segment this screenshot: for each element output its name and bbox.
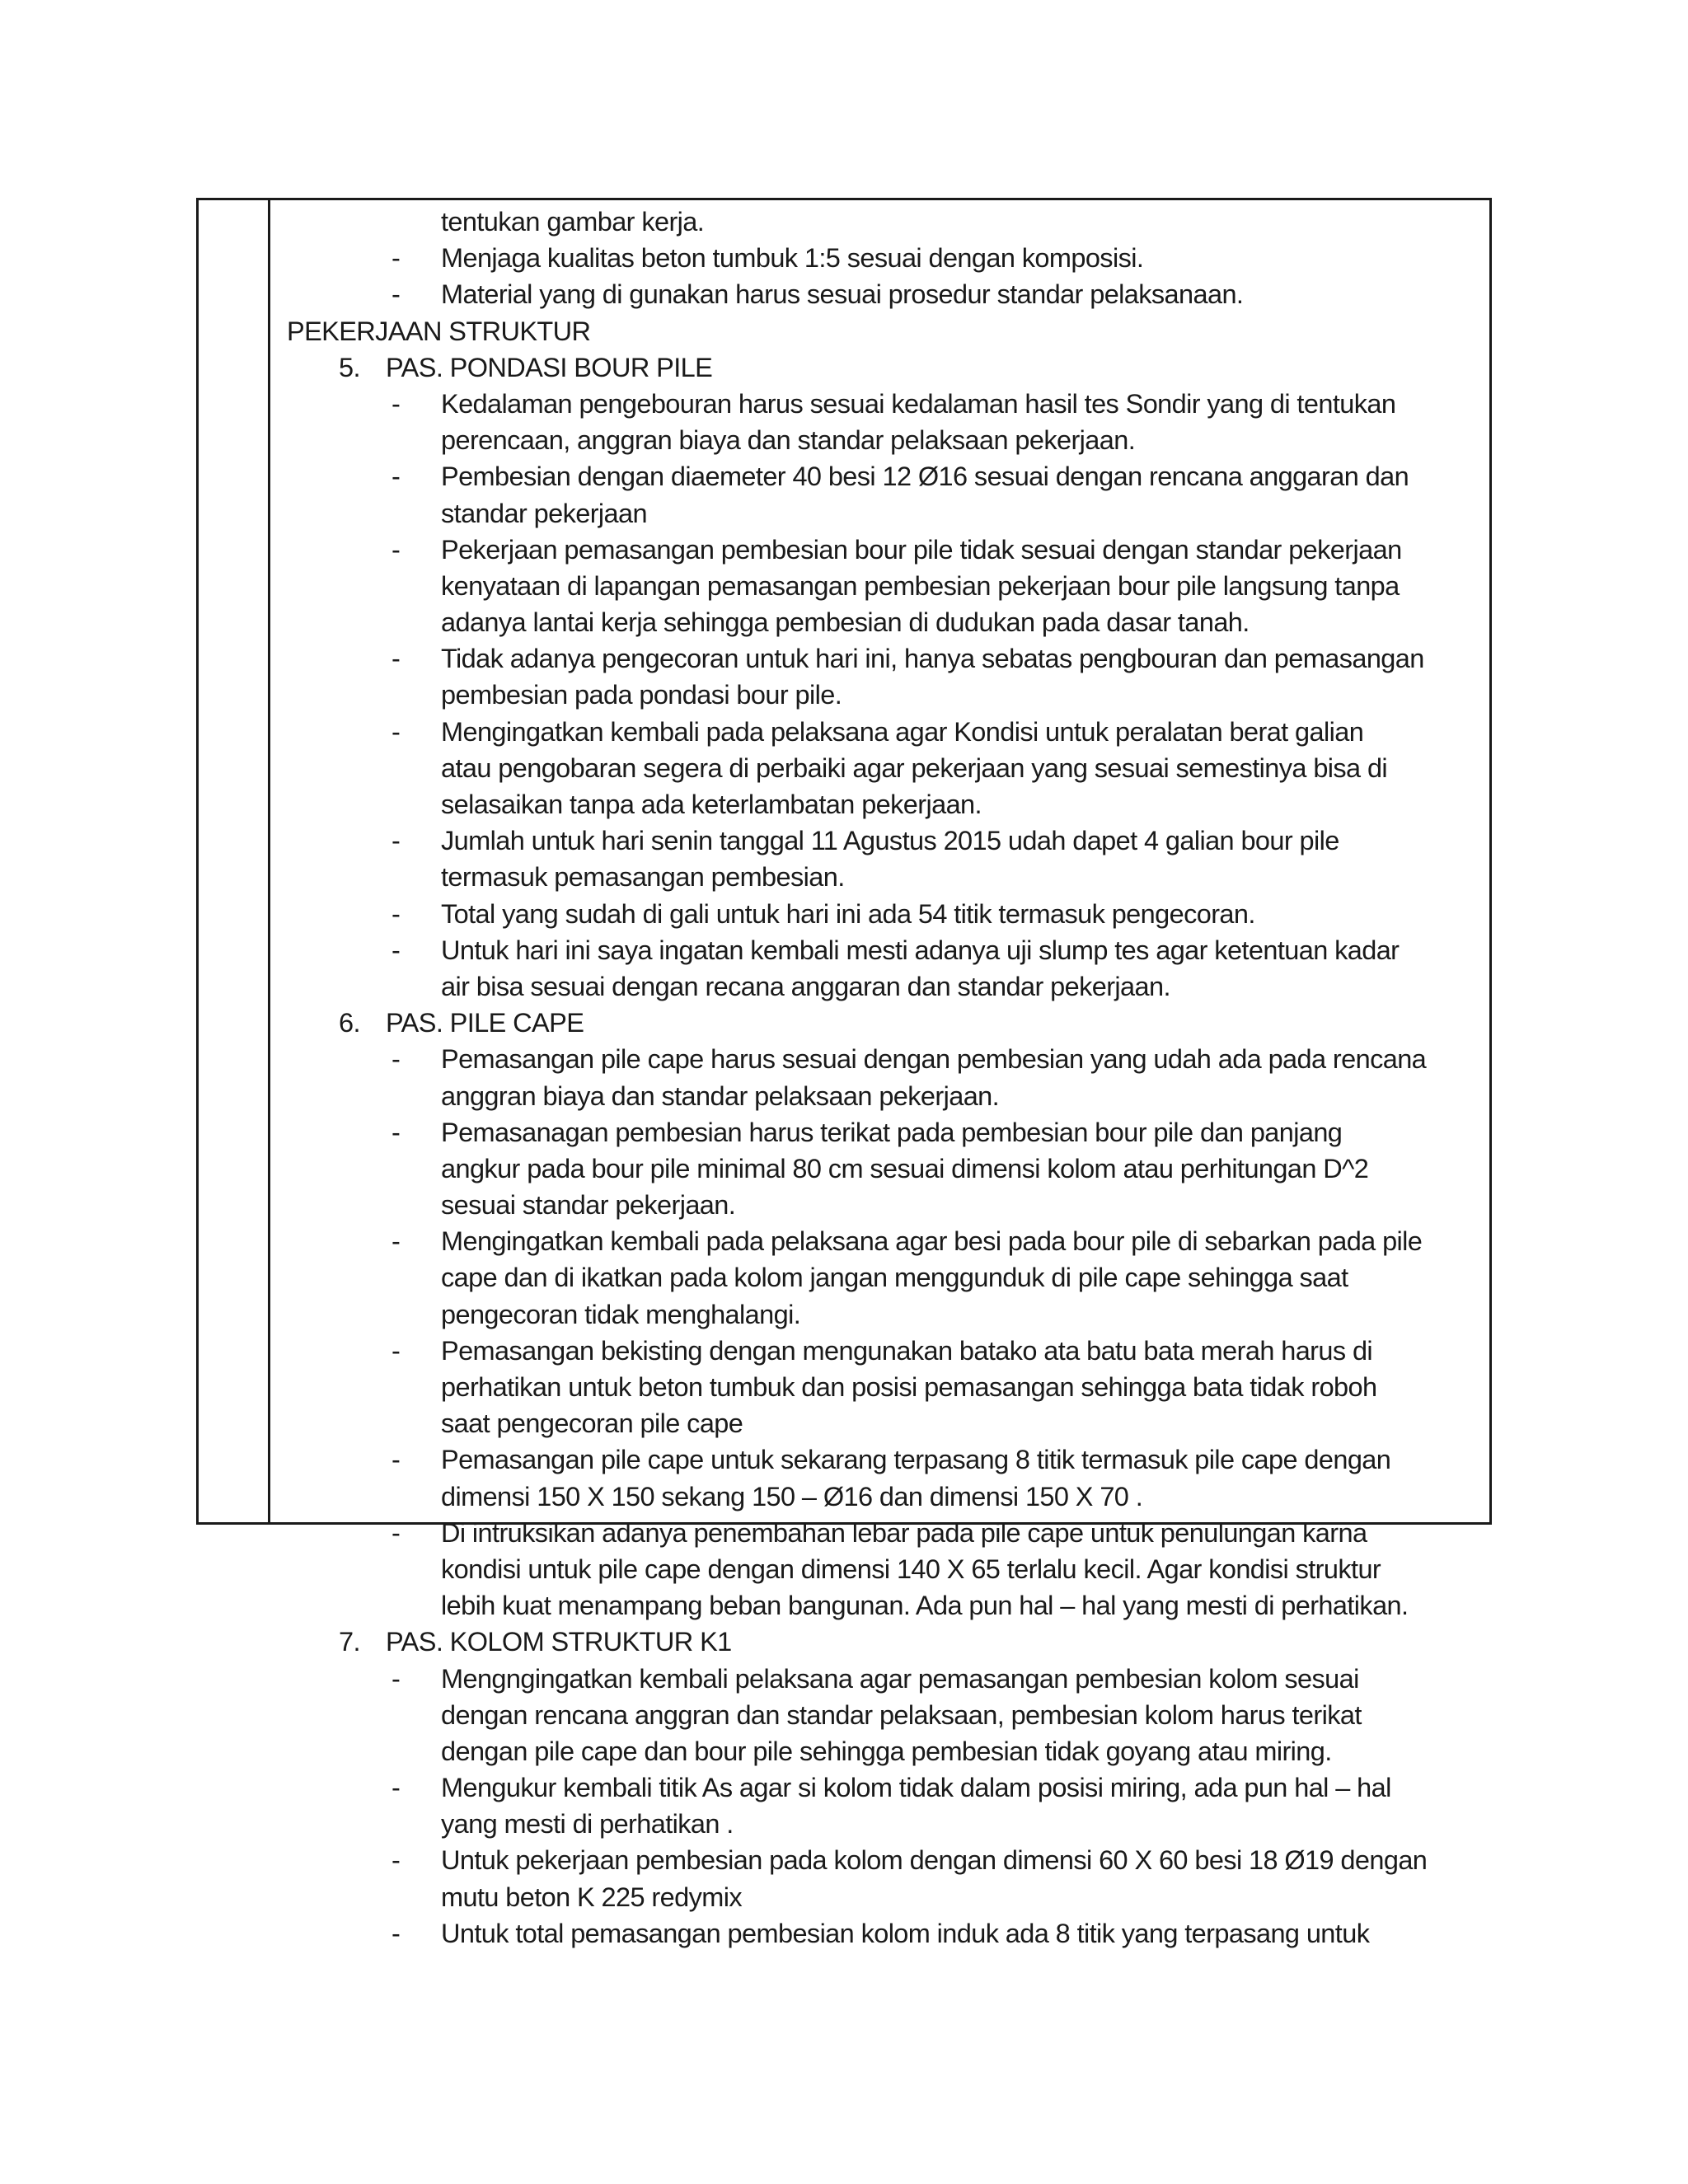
bullet-text: lebih kuat menampang beban bangunan. Ada pun hal – hal yang mesti di perhatikan.	[441, 1591, 1409, 1621]
bullet-dash: -	[392, 279, 401, 310]
bullet-item	[287, 1915, 1481, 1952]
bullet-dash: -	[392, 1117, 401, 1147]
bullet-text: Untuk pekerjaan pembesian pada kolom dengan dimensi 60 X 60 besi 18 Ø19 dengan	[441, 1845, 1428, 1876]
bullet-continuation	[287, 1879, 1481, 1915]
bullet-continuation	[287, 1369, 1481, 1405]
bullet-text: atau pengobaran segera di perbaiki agar pekerjaan yang sesuai semestinya bisa di	[441, 752, 1388, 783]
bullet-continuation	[287, 1697, 1481, 1733]
bullet-dash: -	[392, 1044, 401, 1075]
bullet-item	[287, 640, 1481, 677]
bullet-text: sesuai standar pekerjaan.	[441, 1190, 736, 1221]
bullet-item	[287, 532, 1481, 568]
bullet-text: cape dan di ikatkan pada kolom jangan menggunduk di pile cape sehingga saat	[441, 1263, 1348, 1293]
bullet-continuation	[287, 1733, 1481, 1769]
item-title: PAS. PILE CAPE	[386, 1008, 584, 1038]
item-title: PAS. KOLOM STRUKTUR K1	[386, 1627, 732, 1657]
bullet-text: Pemasangan pile cape untuk sekarang terpasang 8 titik termasuk pile cape dengan	[441, 1445, 1391, 1475]
bullet-text: pembesian pada pondasi bour pile.	[441, 680, 842, 710]
bullet-item	[287, 1842, 1481, 1878]
bullet-dash: -	[392, 1845, 401, 1876]
document-content	[287, 204, 1481, 1952]
bullet-text: standar pekerjaan	[441, 498, 647, 528]
bullet-text: dengan rencana anggran dan standar pelaksaan, pembesian kolom harus terikat	[441, 1699, 1362, 1730]
bullet-text: Pemasangan pile cape harus sesuai dengan pembesian yang udah ada pada rencana	[441, 1044, 1427, 1075]
bullet-dash: -	[392, 462, 401, 492]
bullet-continuation	[287, 786, 1481, 823]
bullet-continuation	[287, 677, 1481, 713]
bullet-text: yang mesti di perhatikan .	[441, 1809, 734, 1840]
section-heading: PEKERJAAN STRUKTUR	[287, 316, 591, 346]
bullet-dash: -	[392, 1517, 401, 1548]
bullet-item	[287, 1441, 1481, 1478]
item-number: 5.	[339, 352, 360, 382]
bullet-text: perhatikan untuk beton tumbuk dan posisi pemasangan sehingga bata tidak roboh	[441, 1372, 1377, 1402]
bullet-text: Kedalaman pengebouran harus sesuai kedalaman hasil tes Sondir yang di tentukan	[441, 388, 1396, 419]
item-number: 6.	[339, 1008, 360, 1038]
bullet-text: kenyataan di lapangan pemasangan pembesian pekerjaan bour pile langsung tanpa	[441, 570, 1400, 601]
bullet-text: air bisa sesuai dengan recana anggaran dan standar pekerjaan.	[441, 971, 1170, 1001]
bullet-item	[287, 458, 1481, 494]
bullet-text: selasaikan tanpa ada keterlambatan pekerjaan.	[441, 790, 982, 819]
bullet-item	[287, 386, 1481, 422]
bullet-text: pengecoran tidak menghalangi.	[441, 1299, 801, 1329]
bullet-text: angkur pada bour pile minimal 80 cm sesuai dimensi kolom atau perhitungan D^2	[441, 1153, 1369, 1183]
bullet-item	[287, 1114, 1481, 1151]
bullet-continuation	[287, 1259, 1481, 1296]
numbered-item-title	[287, 1624, 1481, 1660]
bullet-text: Pemasangan bekisting dengan mengunakan batako ata batu bata merah harus di	[441, 1335, 1373, 1366]
continuation-line	[287, 204, 1481, 240]
bullet-continuation	[287, 968, 1481, 1005]
bullet-continuation	[287, 604, 1481, 640]
bullet-text: mutu beton K 225 redymix	[441, 1882, 742, 1912]
bullet-text: Menjaga kualitas beton tumbuk 1:5 sesuai dengan komposisi.	[441, 243, 1144, 274]
bullet-text: termasuk pemasangan pembesian.	[441, 862, 845, 893]
bullet-item	[287, 1223, 1481, 1259]
bullet-item	[287, 1769, 1481, 1806]
bullet-text: Tidak adanya pengecoran untuk hari ini, hanya sebatas pengbouran dan pemasangan	[441, 644, 1424, 674]
bullet-continuation	[287, 1078, 1481, 1114]
bullet-continuation	[287, 422, 1481, 458]
bullet-text: Material yang di gunakan harus sesuai prosedur standar pelaksanaan.	[441, 279, 1244, 310]
bullet-dash: -	[392, 1918, 401, 1948]
bullet-dash: -	[392, 826, 401, 856]
numbered-item-title	[287, 349, 1481, 386]
bullet-item	[287, 1041, 1481, 1077]
bullet-text: Pekerjaan pemasangan pembesian bour pile tidak sesuai dengan standar pekerjaan	[441, 534, 1402, 565]
bullet-item	[287, 932, 1481, 968]
bullet-item	[287, 896, 1481, 932]
bullet-dash: -	[392, 1663, 401, 1694]
bullet-dash: -	[392, 1445, 401, 1475]
bullet-dash: -	[392, 1773, 401, 1803]
bullet-text: Pemasanagan pembesian harus terikat pada pembesian bour pile dan panjang	[441, 1117, 1343, 1147]
item-title: PAS. PONDASI BOUR PILE	[386, 352, 713, 382]
bullet-dash: -	[392, 716, 401, 747]
bullet-dash: -	[392, 644, 401, 674]
bullet-continuation	[287, 1806, 1481, 1842]
bullet-text: Mengukur kembali titik As agar si kolom tidak dalam posisi miring, ada pun hal – hal	[441, 1773, 1391, 1803]
bullet-text: Mengingatkan kembali pada pelaksana agar besi pada bour pile di sebarkan pada pile	[441, 1226, 1423, 1257]
bullet-dash: -	[392, 1226, 401, 1257]
bullet-item	[287, 1661, 1481, 1697]
bullet-dash: -	[392, 1335, 401, 1366]
document-table	[196, 198, 1492, 1948]
bullet-continuation	[287, 1479, 1481, 1515]
bullet-continuation	[287, 1187, 1481, 1223]
item-number: 7.	[339, 1627, 360, 1657]
bullet-continuation	[287, 568, 1481, 604]
bullet-continuation	[287, 495, 1481, 532]
bullet-text: saat pengecoran pile cape	[441, 1408, 743, 1439]
bullet-text: Pembesian dengan diaemeter 40 besi 12 Ø16 sesuai dengan rencana anggaran dan	[441, 462, 1409, 492]
bullet-text: anggran biaya dan standar pelaksaan pekerjaan.	[441, 1080, 1000, 1111]
bullet-continuation	[287, 1551, 1481, 1587]
column-divider	[268, 200, 270, 1522]
bullet-text: Untuk hari ini saya ingatan kembali mesti adanya uji slump tes agar ketentuan kadar	[441, 935, 1400, 965]
bullet-dash: -	[392, 898, 401, 929]
bullet-text: adanya lantai kerja sehingga pembesian di dudukan pada dasar tanah.	[441, 607, 1250, 638]
bullet-dash: -	[392, 388, 401, 419]
bullet-dash: -	[392, 534, 401, 565]
bullet-continuation	[287, 859, 1481, 895]
bullet-dash: -	[392, 243, 401, 274]
bullet-text: Untuk total pemasangan pembesian kolom induk ada 8 titik yang terpasang untuk	[441, 1918, 1370, 1948]
bullet-text: perencaan, anggran biaya dan standar pelaksaan pekerjaan.	[441, 425, 1136, 456]
bullet-text: Mengngingatkan kembali pelaksana agar pemasangan pembesian kolom sesuai	[441, 1663, 1359, 1694]
bullet-item	[287, 1333, 1481, 1369]
bullet-text: dengan pile cape dan bour pile sehingga pembesian tidak goyang atau miring.	[441, 1736, 1332, 1766]
bullet-item	[287, 714, 1481, 750]
continuation-text: tentukan gambar kerja.	[441, 207, 705, 237]
bullet-text: kondisi untuk pile cape dengan dimensi 140 X 65 terlalu kecil. Agar kondisi struktur	[441, 1554, 1381, 1584]
bullet-continuation	[287, 1151, 1481, 1187]
bullet-item	[287, 240, 1481, 276]
bullet-continuation	[287, 1405, 1481, 1441]
bullet-item	[287, 1515, 1481, 1551]
bullet-dash: -	[392, 935, 401, 965]
bullet-item	[287, 276, 1481, 312]
bullet-text: Jumlah untuk hari senin tanggal 11 Agustus 2015 udah dapet 4 galian bour pile	[441, 826, 1339, 856]
bullet-text: dimensi 150 X 150 sekang 150 – Ø16 dan dimensi 150 X 70 .	[441, 1481, 1143, 1511]
bullet-continuation	[287, 1296, 1481, 1333]
bullet-continuation	[287, 750, 1481, 786]
bullet-text: Di intruksikan adanya penembahan lebar pada pile cape untuk penulungan karna	[441, 1517, 1367, 1548]
bullet-text: Mengingatkan kembali pada pelaksana agar Kondisi untuk peralatan berat galian	[441, 716, 1364, 747]
bullet-continuation	[287, 1587, 1481, 1624]
bullet-text: Total yang sudah di gali untuk hari ini ada 54 titik termasuk pengecoran.	[441, 898, 1255, 929]
bullet-item	[287, 823, 1481, 859]
numbered-item-title	[287, 1005, 1481, 1041]
